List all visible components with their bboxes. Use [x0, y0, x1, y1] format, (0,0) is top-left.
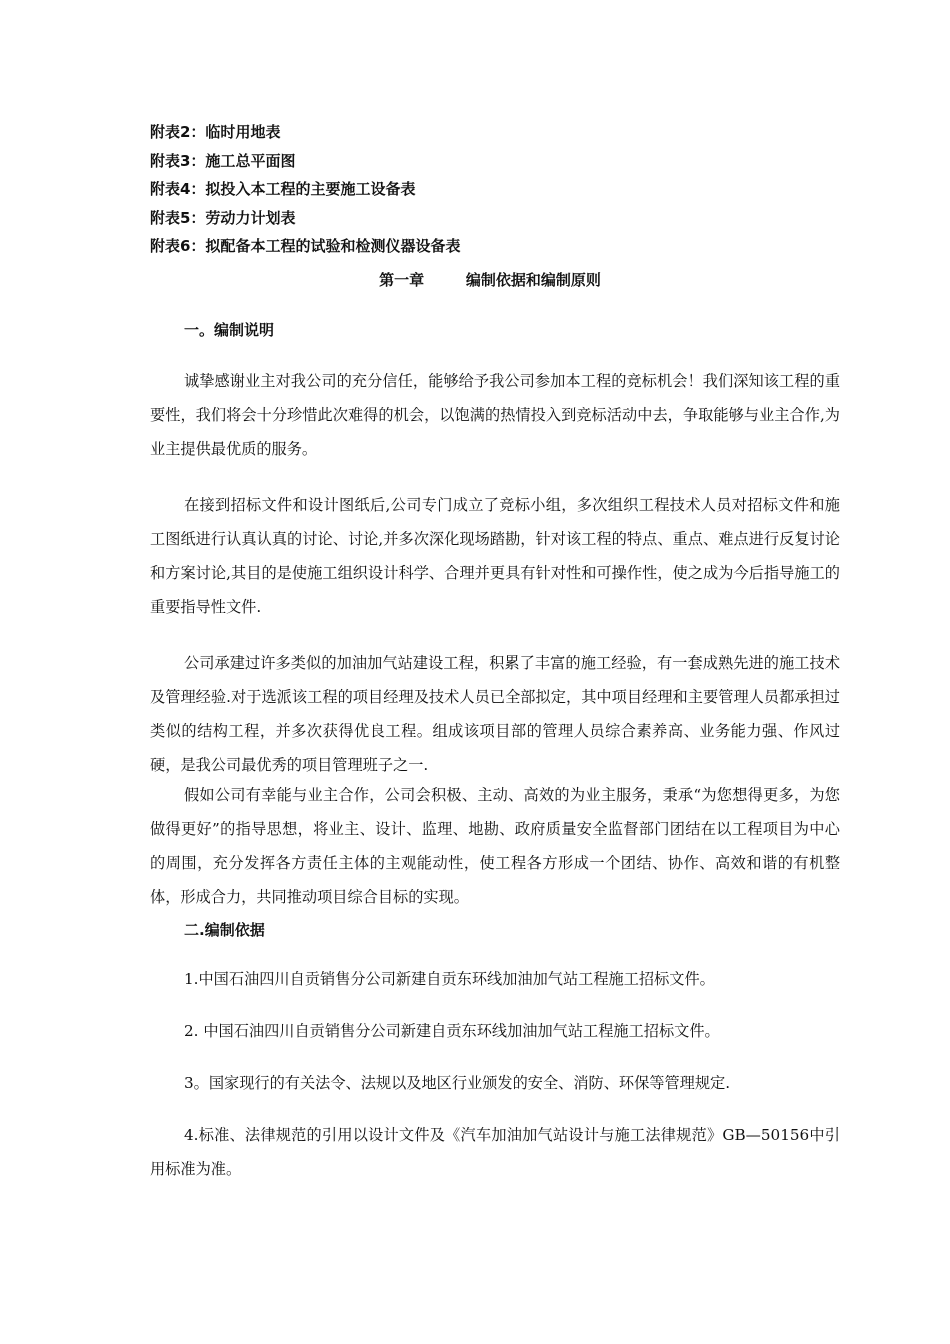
paragraph: 假如公司有幸能与业主合作，公司会积极、主动、高效的为业主服务，秉承“为您想得更多，为您做得更好”的指导思想，将业主、设计、监理、地勘、政府质量安全监督部门团结在以工程项目为中心的周围，充分发挥各方责任主体的主观能动性，使工程各方形成一个团结、协作、高效和谐的有机整体，形成合力，共同推动项目综合目标的实现。 [150, 786, 840, 906]
paragraph: 公司承建过许多类似的加油加气站建设工程，积累了丰富的施工经验，有一套成熟先进的施工技术及管理经验.对于选派该工程的项目经理及技术人员已全部拟定，其中项目经理和主要管理人员都承担过类似的结构工程，并多次获得优良工程。组成该项目部的管理人员综合素养高、业务能力强、作风过硬，是我公司最优秀的项目管理班子之一. [150, 654, 840, 774]
appendix-item: 附表5：劳动力计划表 [150, 208, 296, 227]
paragraph: 诚挚感谢业主对我公司的充分信任，能够给予我公司参加本工程的竞标机会！我们深知该工程的重要性，我们将会十分珍惜此次难得的机会，以饱满的热情投入到竞标活动中去，争取能够与业主合作,为业主提供最优质的服务。 [150, 372, 840, 458]
section-heading-explanation: 一。编制说明 [184, 321, 275, 339]
chapter-title: 第一章 编制依据和编制原则 [379, 271, 601, 289]
appendix-item: 附表3：施工总平面图 [150, 151, 296, 170]
appendix-item: 附表2：临时用地表 [150, 123, 281, 141]
basis-item: 2. 中国石油四川自贡销售分公司新建自贡东环线加油加气站工程施工招标文件。 [184, 1022, 720, 1040]
appendix-item: 附表6：拟配备本工程的试验和检测仪器设备表 [150, 237, 461, 256]
basis-item: 1.中国石油四川自贡销售分公司新建自贡东环线加油加气站工程施工招标文件。 [184, 970, 715, 988]
basis-item: 3。国家现行的有关法令、法规以及地区行业颁发的安全、消防、环保等管理规定. [184, 1074, 731, 1092]
section-heading-basis: 二.编制依据 [184, 921, 265, 939]
paragraph: 在接到招标文件和设计图纸后,公司专门成立了竞标小组，多次组织工程技术人员对招标文件和施工图纸进行认真认真的讨论、讨论,并多次深化现场踏勘，针对该工程的特点、重点、难点进行反复讨论和方案讨论,其目的是使施工组织设计科学、合理并更具有针对性和可操作性，使之成为今后指导施工的重要指导性文件. [150, 496, 840, 616]
appendix-item: 附表4：拟投入本工程的主要施工设备表 [150, 180, 416, 199]
appendix-list [150, 118, 830, 261]
basis-item: 4.标准、法律规范的引用以设计文件及《汽车加油加气站设计与施工法律规范》GB—50156中引用标准为准。 [150, 1126, 840, 1178]
